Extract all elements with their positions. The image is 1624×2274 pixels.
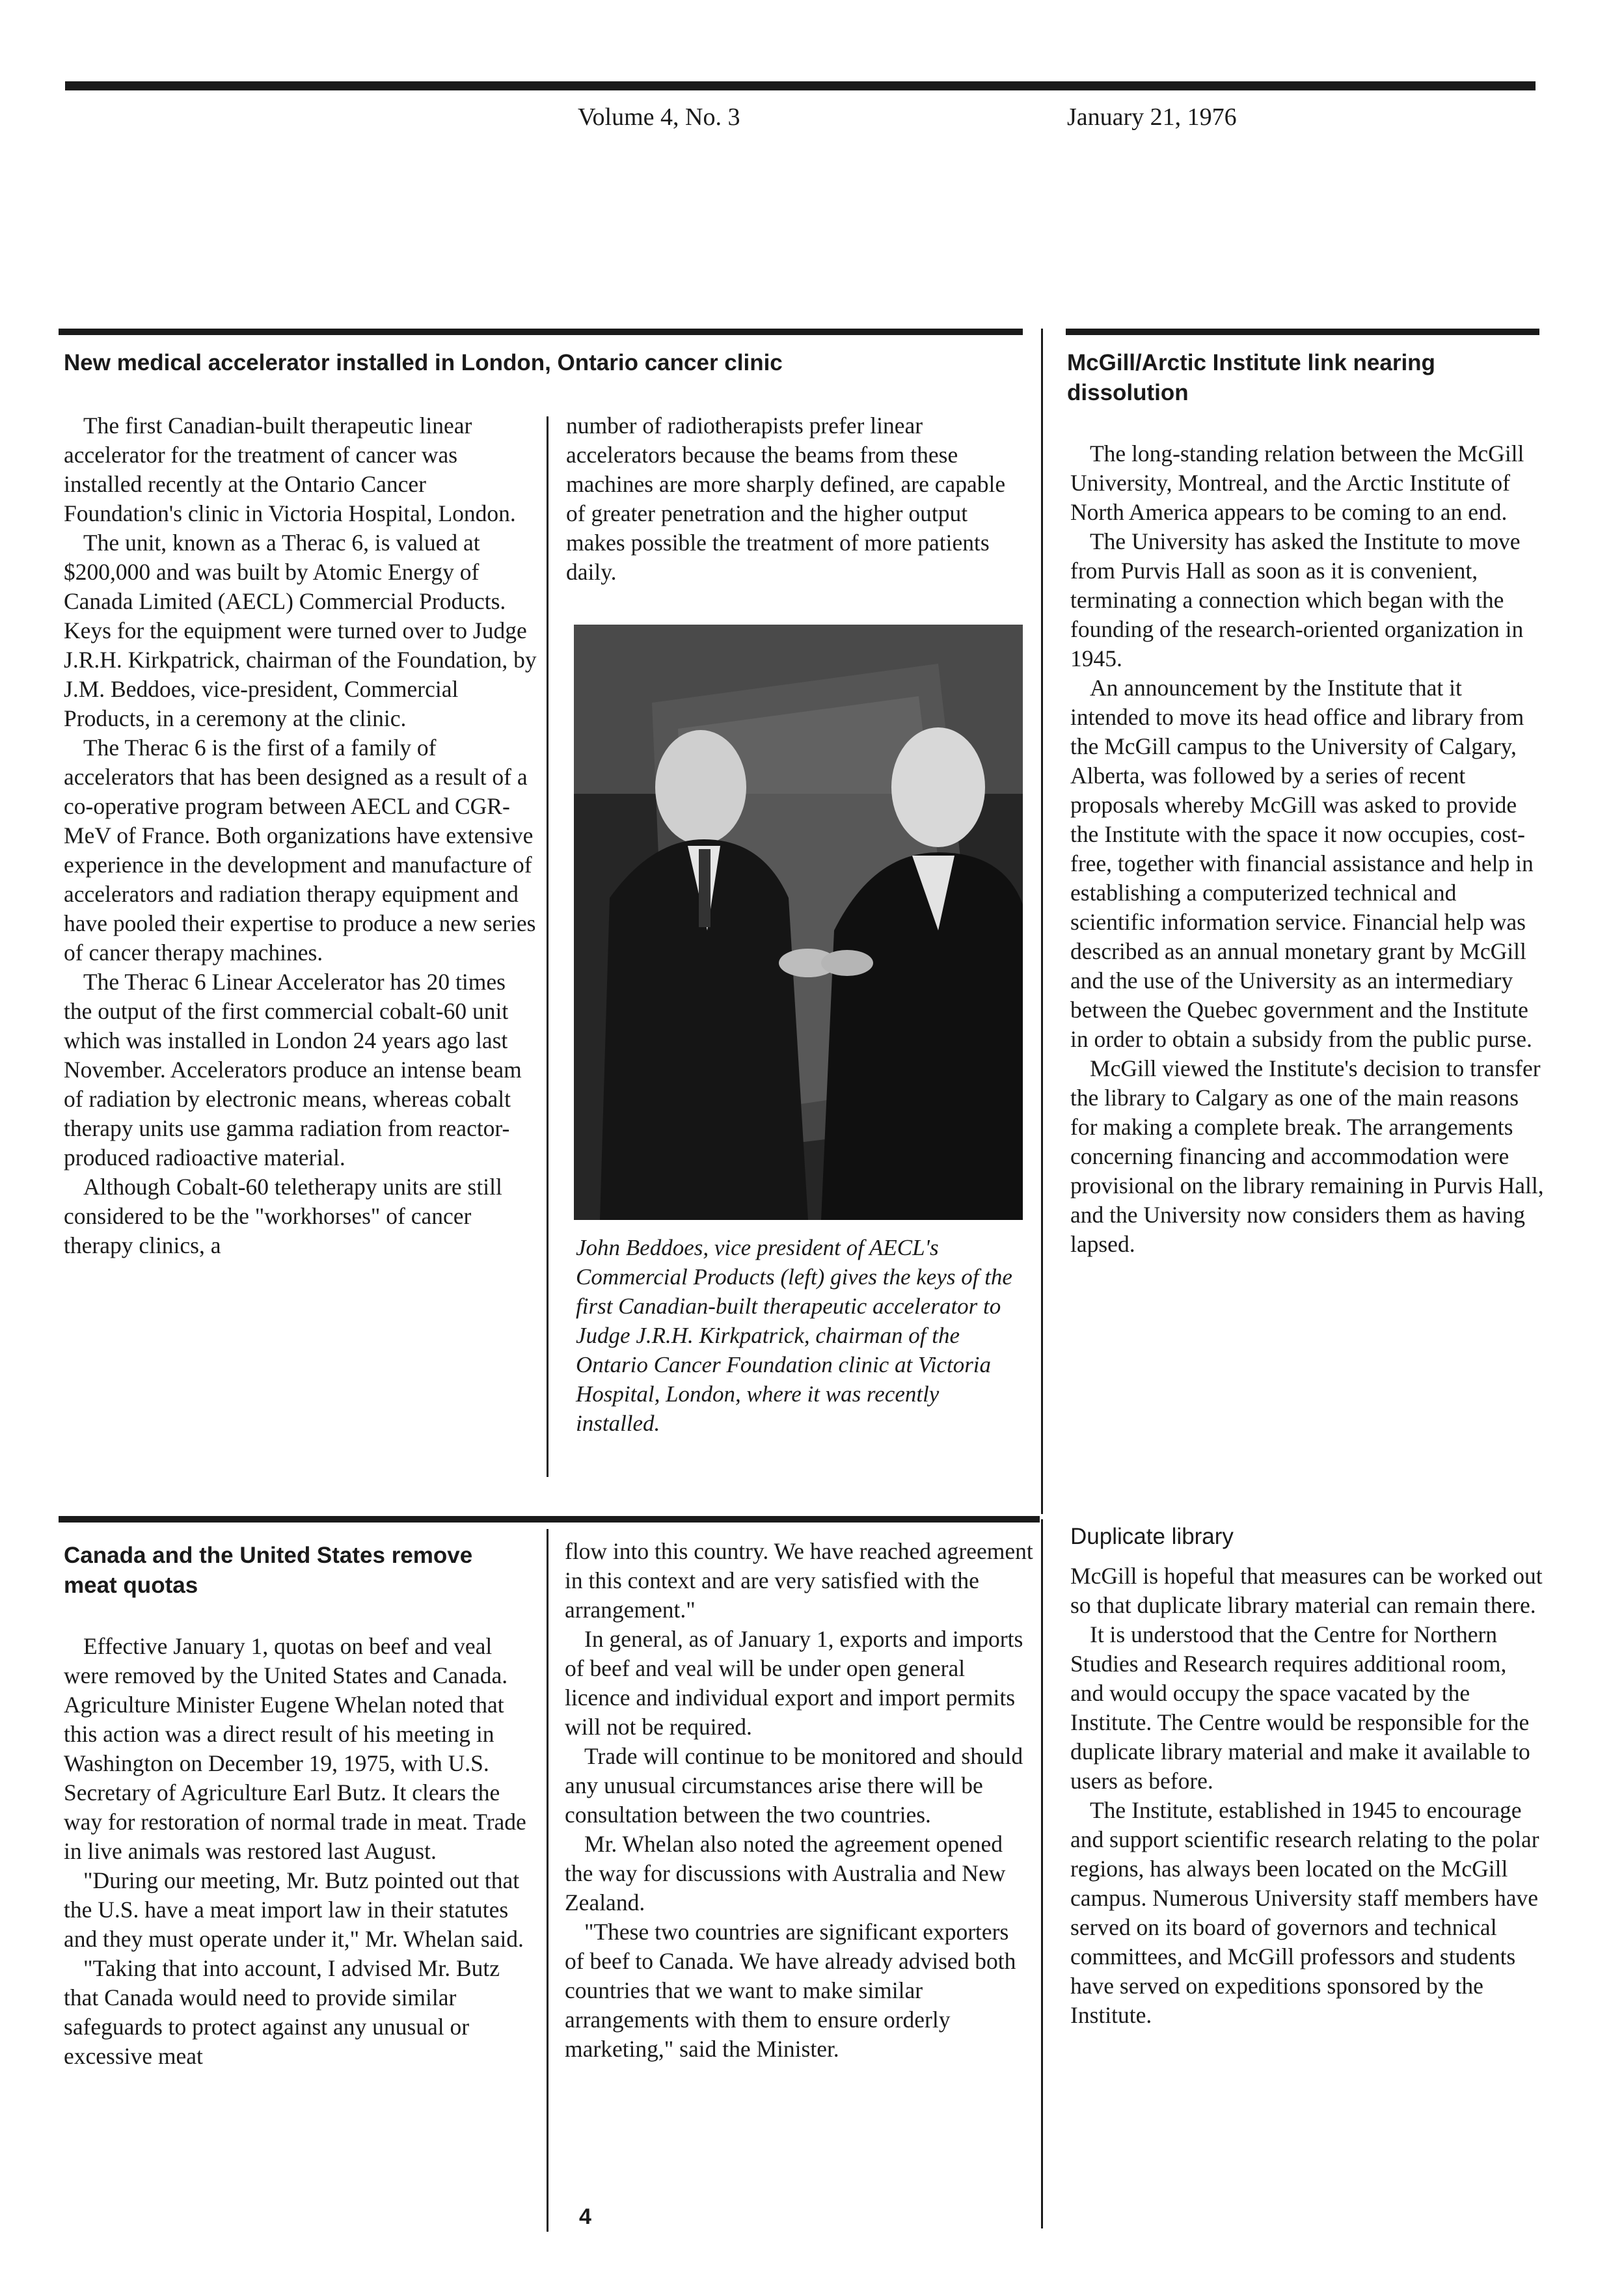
accelerator-headline: New medical accelerator installed in London, Ontario cancer clinic <box>64 350 783 375</box>
meat-paragraph: Mr. Whelan also noted the agreement opened the way for discussions with Australia and New Zealand. <box>565 1831 1006 1915</box>
arctic-paragraph: The Institute, established in 1945 to encourage and support scientific research relating to the polar regions, has always been located on the McGill campus. Numerous University staff members have served on its board of governors and technical committees, and McGill professors and students have served on expeditions sponsored by the Institute. <box>1070 1797 1539 2028</box>
meat-paragraph: flow into this country. We have reached agreement in this context and are very satisfied with the arrangement." <box>565 1538 1033 1623</box>
meat-paragraph: "During our meeting, Mr. Butz pointed out that the U.S. have a meat import law in their statutes and they must operate under it," Mr. Whelan said. <box>64 1867 524 1952</box>
column-rule-upper <box>547 416 548 1477</box>
meat-headline: Canada and the United States remove meat quotas <box>64 1543 473 1598</box>
column-rule-right <box>1041 329 1043 1514</box>
arctic-subhead: Duplicate library <box>1070 1524 1234 1549</box>
photo-illustration <box>574 625 1023 1220</box>
section-rule-arctic <box>1066 329 1539 335</box>
top-rule <box>65 81 1536 90</box>
column-rule-right-lower <box>1041 1519 1043 2228</box>
meat-column-1 <box>64 1632 539 2071</box>
arctic-paragraph: The University has asked the Institute to move from Purvis Hall as soon as it is convenient, terminating a connection which began with the founding of the research-oriented organization in 1945. <box>1070 528 1524 671</box>
page-number: 4 <box>579 2204 591 2229</box>
accelerator-paragraph: The Therac 6 Linear Accelerator has 20 times the output of the first commercial cobalt-60 unit which was installed in London 24 years ago last November. Accelerators produce an intense beam of radiation by electronic means, whereas cobalt therapy units use gamma radiation from reactor-produced radioactive material. <box>64 969 522 1171</box>
meat-paragraph: Effective January 1, quotas on beef and veal were removed by the United States and Canada. Agriculture Minister Eugene Whelan noted that this action was a direct result of his meeting in Washington on December 19, 1975, with U.S. Secretary of Agriculture Earl Butz. It clears the way for restoration of normal trade in meat. Trade in live animals was restored last August. <box>64 1633 526 1864</box>
meat-column-2 <box>565 1537 1033 2064</box>
section-rule-accelerator <box>59 329 1023 335</box>
accelerator-paragraph: The unit, known as a Therac 6, is valued at $200,000 and was built by Atomic Energy of Canada Limited (AECL) Commercial Products. Keys for the equipment were turned over to Judge J.R.H. Kirkpatrick, chairman of the Foundation, by J.M. Beddoes, vice-president, Commercial Products, in a ceremony at the clinic. <box>64 530 537 731</box>
arctic-column-2 <box>1070 1562 1545 2030</box>
accelerator-paragraph: Although Cobalt-60 teletherapy units are still considered to be the "workhorses" of cancer therapy clinics, a <box>64 1174 502 1258</box>
photo-caption: John Beddoes, vice president of AECL's Commercial Products (left) gives the keys of the first Canadian-built therapeutic accelerator to Judge J.R.H. Kirkpatrick, chairman of the Ontario Cancer Foundation clinic at Victoria Hospital, London, where it was recently installed. <box>576 1235 1012 1436</box>
accelerator-paragraph: The first Canadian-built therapeutic linear accelerator for the treatment of cancer was installed recently at the Ontario Cancer Foundation's clinic in Victoria Hospital, London. <box>64 413 516 526</box>
meat-paragraph: In general, as of January 1, exports and imports of beef and veal will be under open general licence and individual export and import permits will not be required. <box>565 1626 1023 1740</box>
arctic-paragraph: McGill is hopeful that measures can be worked out so that duplicate library material can remain there. <box>1070 1563 1543 1618</box>
column-rule-lower <box>547 1529 548 2232</box>
accelerator-column-2 <box>566 411 1028 587</box>
meat-paragraph: Trade will continue to be monitored and should any unusual circumstances arise there will be consultation between the two countries. <box>565 1743 1023 1828</box>
arctic-paragraph: The long-standing relation between the McGill University, Montreal, and the Arctic Institute of North America appears to be coming to an end. <box>1070 440 1524 525</box>
arctic-paragraph: An announcement by the Institute that it intended to move its head office and library from the McGill campus to the University of Calgary, Alberta, was followed by a series of recent proposals whereby McGill was asked to provide the Institute with the space it now occupies, cost-free, together with financial assistance and help in establishing a computerized technical and scientific information service. Financial help was described as an annual monetary grant by McGill and the use of the University as an intermediary between the Quebec government and the Institute in order to obtain a subsidy from the public purse. <box>1070 675 1534 1052</box>
meat-paragraph: "These two countries are significant exporters of beef to Canada. We have already advised both countries that we want to make similar arrangements with them to ensure orderly marketing," said the Minister. <box>565 1919 1016 2062</box>
arctic-paragraph: McGill viewed the Institute's decision to transfer the library to Calgary as one of the main reasons for making a complete break. The arrangements concerning financing and accommodation were provisional on the library remaining in Purvis Hall, and the University now considers them as having lapsed. <box>1070 1055 1544 1257</box>
accelerator-column-1 <box>64 411 539 1260</box>
volume-number: Volume 4, No. 3 <box>578 103 740 131</box>
arctic-column <box>1070 439 1545 1259</box>
meat-paragraph: "Taking that into account, I advised Mr. Butz that Canada would need to provide similar safeguards to protect against any unusual or excessive meat <box>64 1955 500 2069</box>
arctic-paragraph: It is understood that the Centre for Northern Studies and Research requires additional room, and would occupy the space vacated by the Institute. The Centre would be responsible for the duplicate library material and make it available to users as before. <box>1070 1621 1530 1794</box>
accelerator-paragraph: number of radiotherapists prefer linear accelerators because the beams from these machines are more sharply defined, are capable of greater penetration and the higher output makes possible the treatment of more patients daily. <box>566 413 1006 585</box>
ceremony-photo <box>574 625 1023 1220</box>
issue-date: January 21, 1976 <box>1067 103 1237 131</box>
arctic-headline: McGill/Arctic Institute link nearing dissolution <box>1067 350 1435 405</box>
accelerator-paragraph: The Therac 6 is the first of a family of accelerators that has been designed as a result of a co-operative program between AECL and CGR-MeV of France. Both organizations have extensive experience in the development and manufacture of accelerators and radiation therapy equipment and have pooled their expertise to produce a new series of cancer therapy machines. <box>64 735 536 966</box>
section-rule-meat <box>59 1516 1040 1523</box>
